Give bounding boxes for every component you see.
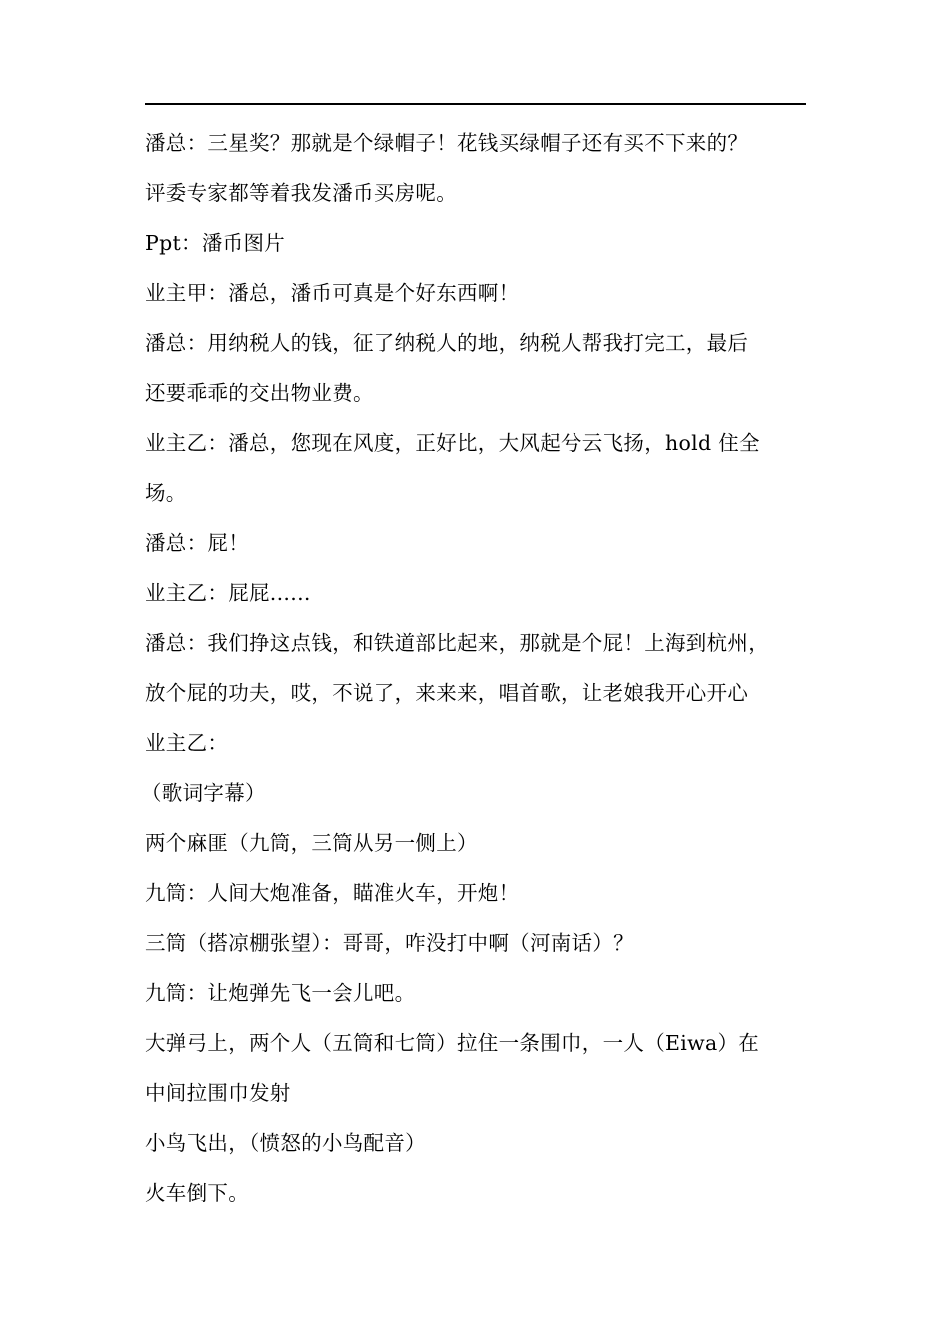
- text-line: Ppt：潘币图片: [145, 231, 286, 255]
- text-line: 大弹弓上，两个人（五筒和七筒）拉住一条围巾，一人（Eiwa）在: [145, 1031, 760, 1055]
- text-line: 业主乙：: [145, 731, 229, 755]
- text-line: 业主甲：潘总，潘币可真是个好东西啊！: [145, 281, 520, 305]
- text-line: 中间拉围巾发射: [145, 1081, 291, 1105]
- text-line: 九筒：人间大炮准备，瞄准火车，开炮！: [145, 881, 520, 905]
- text-line: 小鸟飞出，（愤怒的小鸟配音）: [145, 1131, 426, 1155]
- text-line: 评委专家都等着我发潘币买房呢。: [145, 181, 457, 205]
- text-line: 业主乙：屁屁......: [145, 581, 311, 605]
- text-line: （歌词字幕）: [141, 781, 266, 805]
- text-line: 还要乖乖的交出物业费。: [145, 381, 374, 405]
- text-line: 三筒（搭凉棚张望）：哥哥，咋没打中啊（河南话）？: [145, 931, 634, 955]
- text-line: 业主乙：潘总，您现在风度，正好比，大风起兮云飞扬，hold 住全: [145, 431, 760, 455]
- text-line: 火车倒下。: [145, 1181, 249, 1205]
- text-line: 两个麻匪（九筒，三筒从另一侧上）: [145, 831, 478, 855]
- header-rule: [145, 103, 806, 105]
- text-line: 潘总：屁！: [145, 531, 249, 555]
- text-line: 潘总：三星奖？那就是个绿帽子！花钱买绿帽子还有买不下来的？: [145, 131, 749, 155]
- text-line: 潘总：我们挣这点钱，和铁道部比起来，那就是个屁！上海到杭州，: [145, 631, 769, 655]
- text-line: 放个屁的功夫，哎，不说了，来来来，唱首歌，让老娘我开心开心: [145, 681, 749, 705]
- text-line: 潘总：用纳税人的钱，征了纳税人的地，纳税人帮我打完工，最后: [145, 331, 749, 355]
- text-line: 场。: [145, 481, 187, 505]
- text-line: 九筒：让炮弹先飞一会儿吧。: [145, 981, 416, 1005]
- script-text: [141, 118, 810, 1218]
